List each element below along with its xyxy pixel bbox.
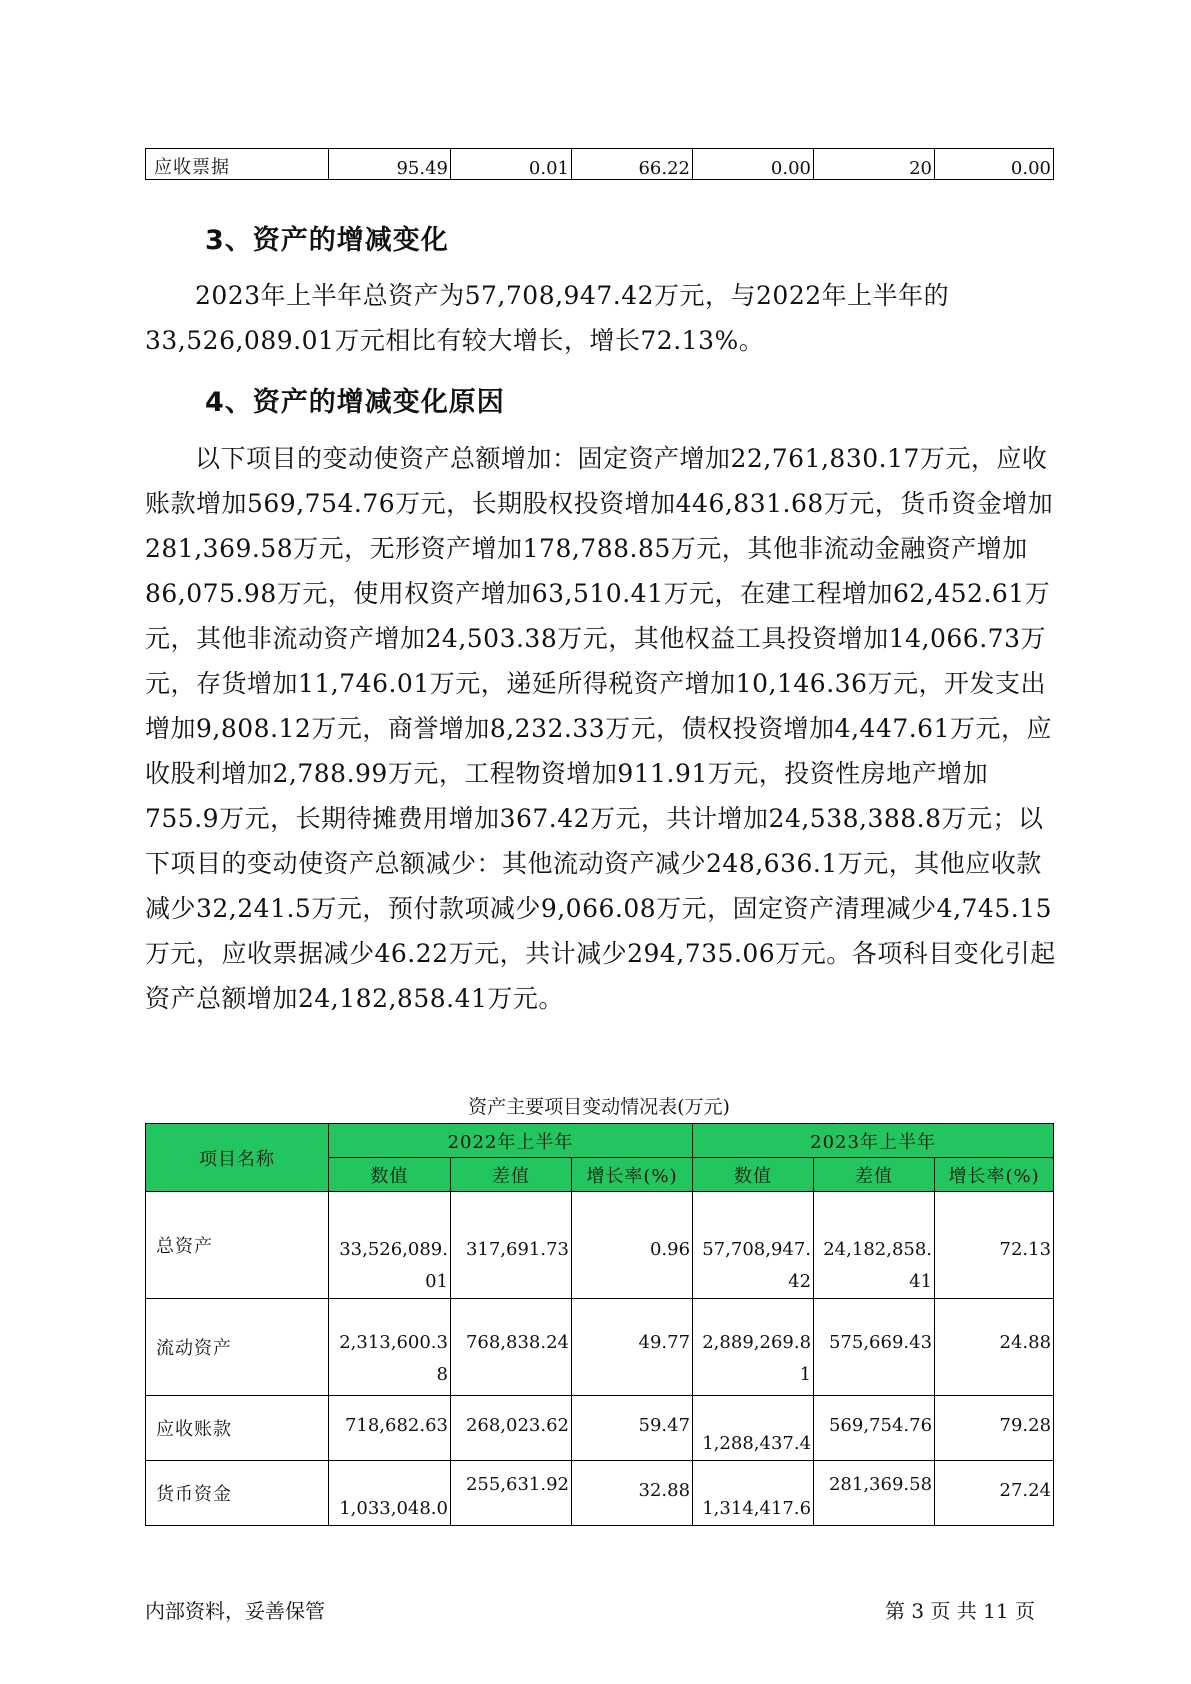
table-cell: 1,288,437.4 [693,1396,814,1461]
table-caption: 资产主要项目变动情况表(万元) [468,1096,730,1118]
column-header-diff: 差值 [451,1158,572,1192]
row-label: 应收账款 [146,1396,329,1461]
table-cell: 57,708,947.42 [693,1192,814,1299]
column-header-item: 项目名称 [146,1124,329,1192]
table-cell: 32.88 [572,1461,693,1526]
table-cell: 49.77 [572,1299,693,1396]
table-cell: 0.01 [451,149,572,180]
column-header-period-2023: 2023年上半年 [693,1124,1054,1158]
table-cell: 33,526,089.01 [329,1192,451,1299]
table-row [146,149,1054,180]
section-3-heading: 3、资产的增减变化 [205,225,449,256]
table-row [146,1299,1054,1396]
table-row [146,1192,1054,1299]
table-cell: 575,669.43 [814,1299,935,1396]
table-cell: 268,023.62 [451,1396,572,1461]
table-cell: 317,691.73 [451,1192,572,1299]
table-cell: 2,313,600.38 [329,1299,451,1396]
asset-change-table [145,1123,1054,1526]
receivables-notes-row-table [145,148,1054,180]
table-cell: 1,314,417.6 [693,1461,814,1526]
table-cell: 95.49 [329,149,451,180]
table-cell: 569,754.76 [814,1396,935,1461]
table-row [146,1461,1054,1526]
table-cell: 59.47 [572,1396,693,1461]
row-label: 流动资产 [146,1299,329,1396]
section-3-paragraph: 2023年上半年总资产为57,708,947.42万元，与2022年上半年的33,526,089.01万元相比有较大增长，增长72.13%。 [145,281,950,355]
table-cell: 0.00 [935,149,1054,180]
table-cell: 768,838.24 [451,1299,572,1396]
row-label: 应收票据 [146,149,329,180]
column-header-diff: 差值 [814,1158,935,1192]
table-cell: 20 [814,149,935,180]
column-header-period-2022: 2022年上半年 [329,1124,693,1158]
table-cell: 255,631.92 [451,1461,572,1526]
section-4-heading: 4、资产的增减变化原因 [205,387,505,418]
table-row [146,1396,1054,1461]
table-cell: 1,033,048.0 [329,1461,451,1526]
table-cell: 0.96 [572,1192,693,1299]
table-cell: 0.00 [693,149,814,180]
table-cell: 281,369.58 [814,1461,935,1526]
table-cell: 24.88 [935,1299,1054,1396]
column-header-value: 数值 [329,1158,451,1192]
table-cell: 27.24 [935,1461,1054,1526]
table-header-row [146,1124,1054,1158]
table-cell: 2,889,269.81 [693,1299,814,1396]
table-cell: 79.28 [935,1396,1054,1461]
table-cell: 72.13 [935,1192,1054,1299]
footer-page-number: 第 3 页 共 11 页 [885,1599,1035,1623]
section-4-paragraph: 以下项目的变动使资产总额增加：固定资产增加22,761,830.17万元，应收账款增加569,754.76万元，长期股权投资增加446,831.68万元，货币资金增加281,369.58万元，无形资产增加178,788.85万元，其他非流动金融资产增加86,075.98万元，使用权资产增加63,510.41万元，在建工程增加62,452.61万元，其他非流动资产增加24,503.38万元，其他权益工具投资增加14,066.73万元，存货增加11,746.01万元，递延所得税资产增加10,146.36万元，开发支出增加9,808.12万元，商誉增加8,232.33万元，债权投资增加4,447.61万元，应收股利增加2,788.99万元，工程物资增加911.91万元，投资性房地产增加755.9万元，长期待摊费用增加367.42万元，共计增加24,538,388.8万元；以下项目的变动使资产总额减少：其他流动资产减少248,636.1万元，其他应收款减少32,241.5万元，预付款项减少9,066.08万元，固定资产清理减少4,745.15万元，应收票据减少46.22万元，共计减少294,735.06万元。各项科目变化引起资产总额增加24,182,858.41万元。 [145,444,1056,1013]
column-header-value: 数值 [693,1158,814,1192]
footer-confidential-note: 内部资料，妥善保管 [145,1599,325,1623]
table-cell: 24,182,858.41 [814,1192,935,1299]
table-cell: 718,682.63 [329,1396,451,1461]
column-header-rate: 增长率(%) [572,1158,693,1192]
table-cell: 66.22 [572,149,693,180]
row-label: 总资产 [146,1192,329,1299]
row-label: 货币资金 [146,1461,329,1526]
column-header-rate: 增长率(%) [935,1158,1054,1192]
